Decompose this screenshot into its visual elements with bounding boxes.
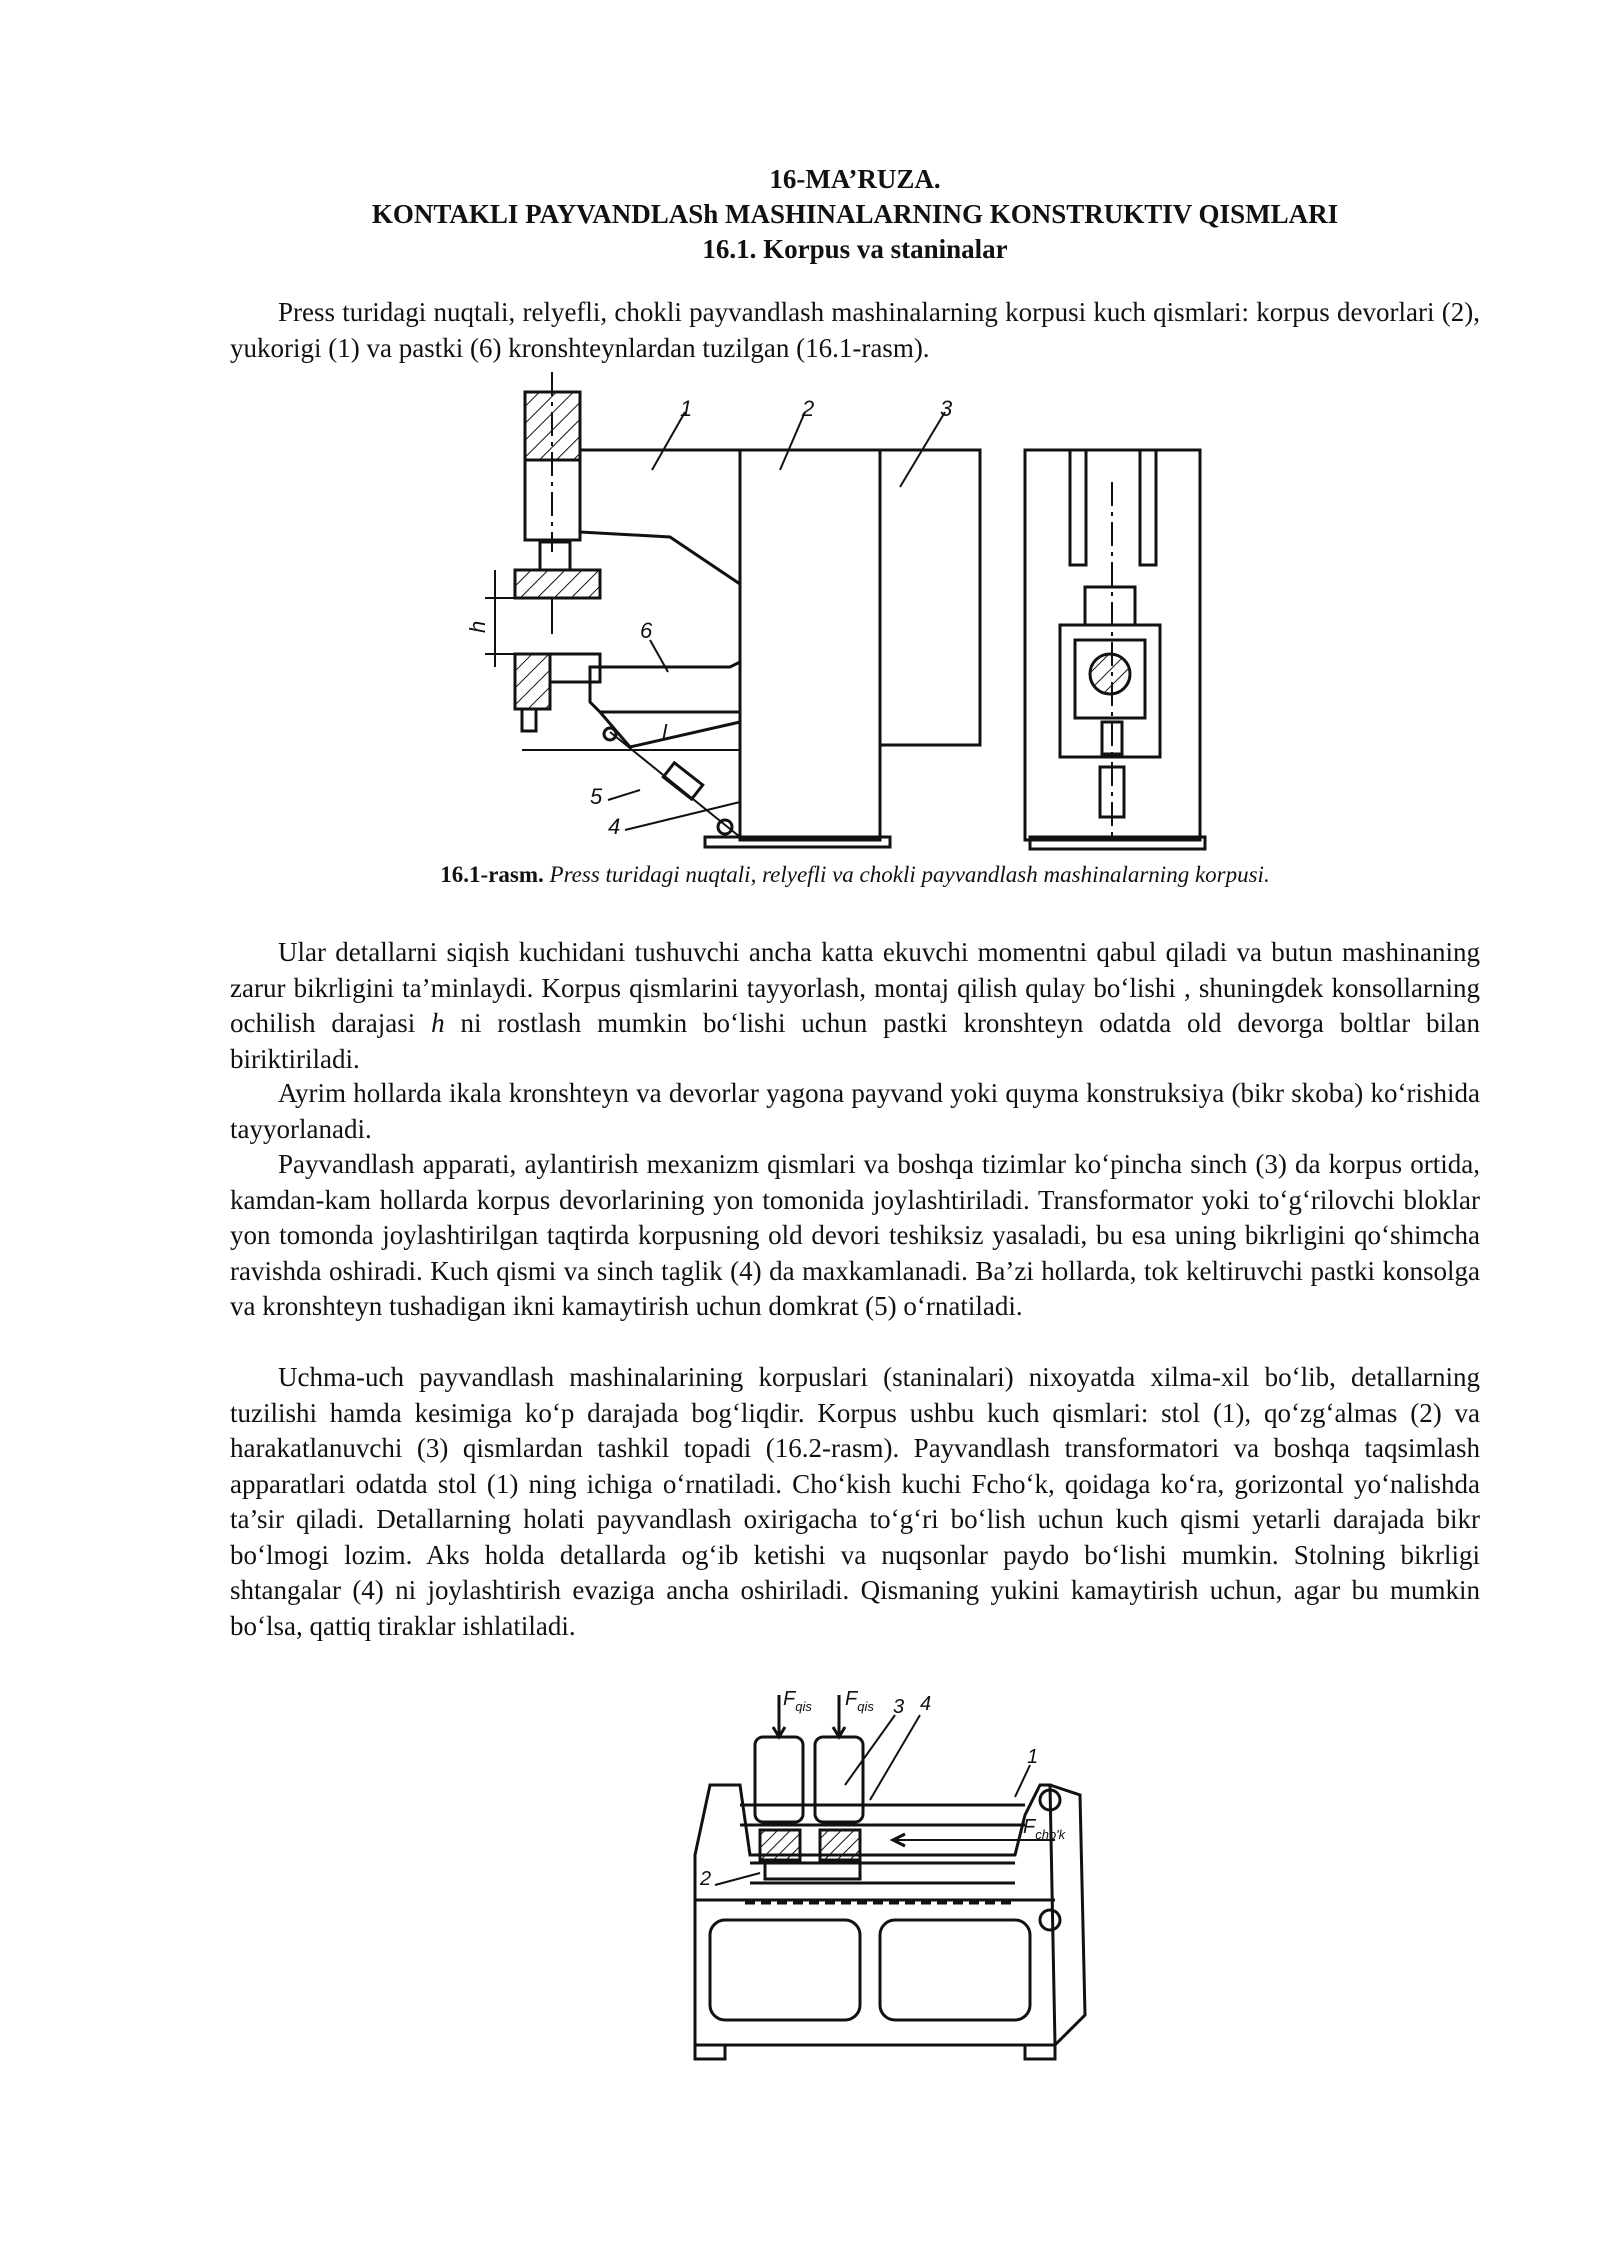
paragraph-4: Payvandlash apparati, aylantirish mexanizm qismlari va boshqa tizimlar ko‘pincha sinch (3) da korpus ortida, kamdan-kam hollarda korpus devorlarining yon tomonida joylashtiriladi. Transformator yoki to‘g‘rilovchi bloklar yon tomonda joylashtirilgan taqtirda korpusning old devori teshiksiz yasaladi, bu esa uning bikrligini qo‘shimcha ravishda oshiradi. Kuch qismi va sinch taglik (4) da maxkamlanadi. Ba’zi hollarda, tok keltiruvchi pastki konsolga va kronshteyn tushadigan ikni kamaytirish uchun domkrat (5) o‘rnatiladi. — [230, 1149, 1480, 1321]
fig2-label-3: 3 — [893, 1696, 905, 1718]
figure-16-1-diagram — [440, 372, 1220, 850]
paragraph-5: Uchma-uch payvandlash mashinalarining korpuslari (staninalari) nixoyatda xilma-xil bo‘lib, detallarning tuzilishi hamda kesimiga ko‘p darajada bog‘liqdir. Korpus ushbu kuch qismlari: stol (1), qo‘zg‘almas (2) va harakatlanuvchi (3) qismlardan tashkil topadi (16.2-rasm). Payvandlash transformatori va boshqa taqsimlash apparatlari odatda stol (1) ning ichiga o‘rnatiladi. Cho‘kish kuchi Fcho‘k, qoidaga ko‘ra, gorizontal yo‘nalishda ta’sir qiladi. Detallarning holati payvandlash oxirigacha to‘g‘ri bo‘lish uchun kuch qismi yetarli darajada bikr bo‘lmogi lozim. Aks holda detallarda og‘ib ketishi va nuqsonlar paydo bo‘lishi mumkin. Stolning bikrligi shtangalar (4) ni joylashtirish evaziga ancha oshiriladi. Qismaning yukini kamaytirish uchun, agar bu mumkin bo‘lsa, qattiq tiraklar ishlatiladi. — [230, 1362, 1480, 1641]
fig1-label-1: 1 — [680, 396, 693, 421]
fig2-label-4: 4 — [920, 1693, 932, 1715]
lecture-number: 16-MA’RUZA. — [769, 164, 941, 194]
figure-16-1-caption-text: Press turidagi nuqtali, relyefli va chokli payvandlash mashinalarning korpusi. — [543, 862, 1270, 887]
fig1-label-4: 4 — [608, 814, 621, 839]
variable-h: h — [431, 1008, 445, 1038]
paragraph-1: Press turidagi nuqtali, relyefli, chokli payvandlash mashinalarning korpusi kuch qismlari: korpus devorlari (2), yukorigi (1) va pastki (6) kronshteynlardan tuzilgan (16.1-rasm). — [230, 297, 1480, 363]
fig2-label-1: 1 — [1027, 1746, 1039, 1768]
figure-16-2-diagram — [655, 1685, 1115, 2095]
paragraph-3: Ayrim hollarda ikala kronshteyn va devorlar yagona payvand yoki quyma konstruksiya (bikr skoba) ko‘rishida tayyorlanadi. — [230, 1078, 1480, 1144]
fig2-label-2: 2 — [700, 1868, 712, 1890]
figure-16-1-caption — [230, 860, 1480, 890]
fig1-label-6: 6 — [640, 618, 653, 643]
fig1-label-l: l — [662, 720, 667, 745]
section-heading: 16.1. Korpus va staninalar — [702, 234, 1008, 264]
fig1-label-5: 5 — [590, 784, 603, 809]
fig2-label-fqis-2: $F_{qis}$ — [845, 1688, 874, 1714]
fig2-label-fchok: $F_{cho'k}$ — [1023, 1816, 1066, 1842]
fig1-label-3: 3 — [940, 396, 953, 421]
document-title: KONTAKLI PAYVANDLASh MASHINALARNING KONSTRUKTIV QISMLARI — [371, 199, 1339, 229]
fig2-label-fqis-1: $F_{qis}$ — [783, 1688, 812, 1714]
fig1-label-2: 2 — [802, 396, 815, 421]
fig1-label-h: h — [465, 620, 490, 633]
figure-16-1-caption-label: 16.1-rasm. — [440, 862, 544, 887]
paragraph-2: Ular detallarni siqish kuchidani tushuvchi ancha katta ekuvchi momentni qabul qiladi va butun mashinaning zarur bikrligini ta’minlaydi. Korpus qismlarini tayyorlash, montaj qilish qulay bo‘lishi , shuningdek konsollarning ochilish darajasi h ni rostlash mumkin bo‘lishi uchun pastki kronshteyn odatda old devorga boltlar bilan biriktiriladi. — [230, 937, 1481, 1074]
